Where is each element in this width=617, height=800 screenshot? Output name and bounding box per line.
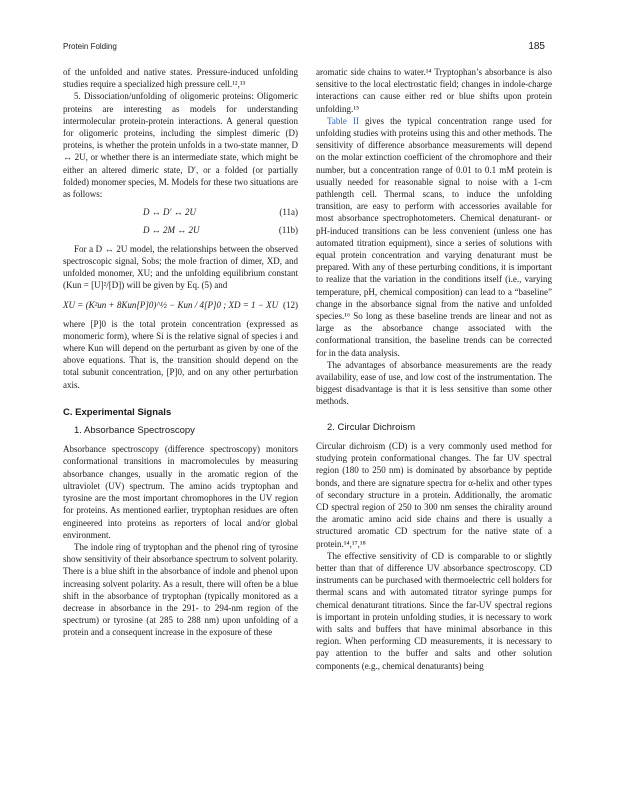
paragraph: where [P]0 is the total protein concentration (expressed as monomeric form), where Si is the relative signal of species i and where Kun will depend on the perturbant as given by one of the above equations. That is, the transition should depend on the total subunit concentration, [P]0, and on any other perturbation axis. xyxy=(63,318,298,390)
equation-number: (11b) xyxy=(278,225,298,236)
equation-text: D ↔ 2M ↔ 2U xyxy=(143,225,200,236)
section-heading: C. Experimental Signals xyxy=(63,406,172,418)
equation-number: (11a) xyxy=(279,207,298,218)
equation-12 xyxy=(63,299,298,311)
right-column xyxy=(316,66,552,672)
paragraph: The effective sensitivity of CD is comparable to or slightly better than that of difference UV absorbance spectroscopy. CD instruments can be purchased with thermoelectric cell holders for thermal scans and with automated titrator syringe pumps for chemical denaturant titrations. Since the far-UV spectral regions is important in protein unfolding studies, it is necessary to work with salts and buffers that have minimal absorbance in this region. When performing CD measurements, it is necessary to pay attention to the buffer and salts and other solution components (e.g., chemical denaturants) being xyxy=(316,550,552,671)
paragraph: The advantages of absorbance measurements are the ready availability, ease of use, and low cost of the instrumentation. The biggest disadvantage is that it is less sensitive than some other methods. xyxy=(316,359,552,407)
paragraph-text: gives the typical concentration range used for unfolding studies with proteins using this and other methods. The sensitivity of difference absorbance measurements will depend on the molar extinction coefficient of the chromophore and their number, but a concentration range of 0.01 to 0.1 mM protein is usually needed for reasonable signal to noise with a 1-cm pathlength cell. Thermal scans, to induce the unfolding transition, are easy to perform with accessories available for most absorbance spectrophotometers. Chemical denaturant- or pH-induced transitions can be less convenient (unless one has automated titration equipment), since a series of solutions with equal protein concentration and varying denaturant must be prepared. With any of these perturbing conditions, it is important to realize that the variation in the conditions itself (i.e., varying temperature, pH, chemical composition) can lead to a “baseline” change in the absorbance signal from the native and unfolded species.¹⁶ So long as these baseline trends are linear and not as large as the absorbance change associated with the conformational transition, the baseline trends can be corrected for in the data analysis. xyxy=(316,115,552,358)
paragraph: aromatic side chains to water.¹⁴ Tryptophan’s absorbance is also sensitive to the local electrostatic field; changes in indole-charge interactions can cause either red or blue shifts upon protein unfolding.¹⁵ xyxy=(316,67,552,114)
paragraph xyxy=(316,115,552,359)
paragraph: 5. Dissociation/unfolding of oligomeric proteins: Oligomeric proteins are interesting as models for understanding intermolecular protein-protein interactions. A general question for oligomeric proteins, including the simplest dimeric (D) proteins, is whether the protein unfolds in a two-state manner, D ↔ 2U, or whether there is an intermediate state, which might be either an altered dimeric state, D′, or a folded (or partially folded) monomer species, M. Models for these two situations are as follows: xyxy=(63,91,298,200)
table-link[interactable]: Table II xyxy=(327,115,359,126)
page-number: 185 xyxy=(528,41,545,52)
paragraph: Absorbance spectroscopy (difference spectroscopy) monitors conformational transitions in macromolecules by measuring absorbance changes, usually in the aromatic region of the ultraviolet (UV) spectrum. The amino acids tryptophan and tyrosine are the most important chromophores in the UV region for proteins. As mentioned earlier, tryptophan residues are often engineered into proteins as reporters of local and/or global environment. xyxy=(63,444,298,540)
paragraph: of the unfolded and native states. Pressure-induced unfolding studies require a specialized high pressure cell.¹²,¹³ xyxy=(63,67,298,90)
equation-text: XU = (K²un + 8Kun[P]0)^½ − Kun / 4[P]0 ; XD = 1 − XU xyxy=(63,300,279,311)
equation-11a xyxy=(63,206,298,218)
subsection-heading: 2. Circular Dichroism xyxy=(327,421,416,433)
subsection-heading: 1. Absorbance Spectroscopy xyxy=(74,425,195,437)
equation-number: (12) xyxy=(283,300,298,311)
paragraph: For a D ↔ 2U model, the relationships between the observed spectroscopic signal, Sobs; the mole fraction of dimer, XD, and unfolded monomer, XU; and the unfolding equilibrium constant (Kun = [U]²/[D]) will be given by Eq. (5) and xyxy=(63,243,298,291)
equation-11b xyxy=(63,224,298,236)
equation-text: D ↔ D′ ↔ 2U xyxy=(143,207,196,218)
paragraph: Circular dichroism (CD) is a very commonly used method for studying protein conformational changes. The far UV spectral region (180 to 250 nm) is dominated by absorbance by peptide bonds, and there are signature spectra for α-helix and other types of secondary structure in a protein. Additionally, the aromatic CD spectral region of 250 to 300 nm senses the chirality around the aromatic amino acid side chains and there is usually a structured aromatic CD spectrum for the native state of a protein.¹⁴,¹⁷,¹⁸ xyxy=(316,440,552,549)
left-column xyxy=(63,66,298,639)
running-title: Protein Folding xyxy=(63,42,117,51)
paragraph: The indole ring of tryptophan and the phenol ring of tyrosine show sensitivity of their absorbance spectrum to solvent polarity. There is a blue shift in the absorbance of indole and phenol upon increasing solvent polarity. As a result, there will often be a blue shift in the absorbance of tryptophan (typically monitored as a decrease in absorbance in the 291- to 294-nm region of the spectrum) or tyrosine (at 285 to 288 nm) upon unfolding of a protein and a consequent increase in the exposure of these xyxy=(63,541,298,638)
